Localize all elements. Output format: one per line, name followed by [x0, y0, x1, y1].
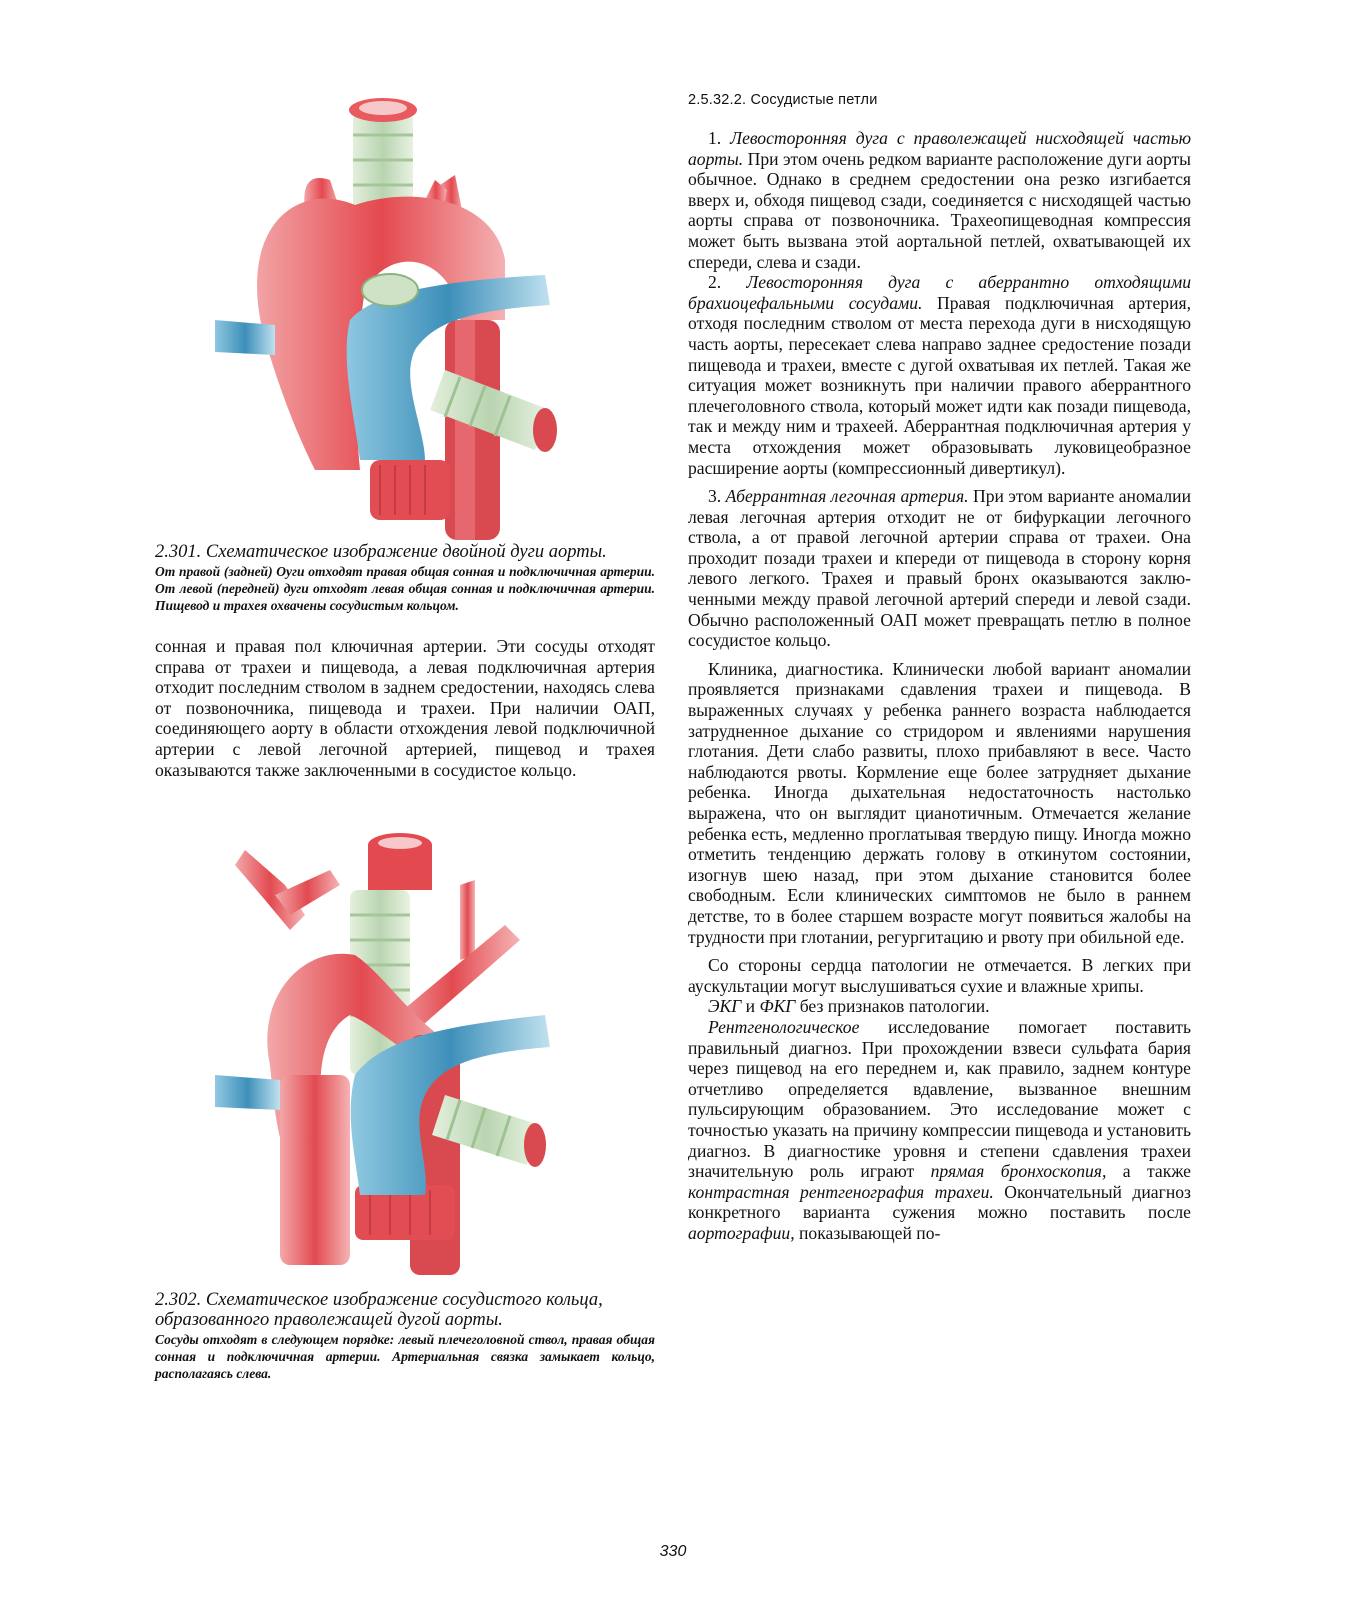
xray-text-1: исследование помогает поставить правильный диагноз. При прохождении взвеси сульфата бария через пищевод на его переднем и, как правило, заднем контуре отчетливо определяется вдавление, вызванное внешним пульсирующим образованием. Это исследование может с точностью указать на причину компрессии пищевода и установить диагноз. В диагностике уровня и степени сдавления трахеи значительную роль играют — [688, 1016, 1191, 1182]
item-1-number: 1. — [708, 128, 722, 148]
right-column — [688, 92, 1191, 1243]
xray-text-4: показывающей по- — [799, 1222, 941, 1243]
left-body-text — [155, 636, 655, 780]
item-3 — [688, 486, 1191, 651]
item-2-text: Правая подключичная артерия, отходя последним стволом от места перехода дуги в нисходящую часть аорты, пересекает слева направо заднее средостение позади пищевода и трахеи, вместе с дугой охватывая их петлей. Такая же ситуация может возникнуть при наличии правого аберрантного плечеголовного ствола, который может идти как позади пищевода, так и между ним и трахеей. Аберрантная подключичная артерия у места отхождения может образовывать луковицеобразное расширение аорты (компрессионный дивертикул). — [688, 292, 1192, 478]
figure-2-302 — [155, 825, 655, 1290]
ecg-rest: без признаков патологии. — [799, 996, 990, 1017]
ecg-conj: и — [745, 996, 756, 1017]
item-3-number: 3. — [708, 486, 722, 507]
left-paragraph: сонная и правая пол ключичная артерии. Эти сосуды отходят справа от трахеи и пищевода, а левая подключичная артерия отходит последним стволом в заднем средостении, находясь слева от позвоночника, пищевода и трахеи. При наличии ОАП, соединяющего аорту в области отхождения левой подключичной артерии с левой легочной артерией, пищевод и трахея оказываются также заключенными в сосудистое кольцо. — [155, 636, 655, 780]
section-heading: 2.5.32.2. Сосудистые петли — [688, 92, 878, 108]
clinic-paragraph: Клиника, диагностика. Клинически любой вариант аномалии проявляется признаками сдавления трахеи и пищевода. В выраженных случаях у ребенка раннего возраста наблюдается затрудненное дыхание со стридором и явлениями нарушения глотания. Дети слабо развиты, плохо прибавляют в весе. Часто наблюдаются рвоты. Кормление еще более затрудняет дыхание ребенка. Иногда дыхательная недостаточность настолько выражена, что он выглядит цианотичным. Отмечается желание ребенка есть, медленно проглатывая твердую пищу. Иногда можно отметить тенденцию держать голову в откинутом состоянии, изогнув шею назад, при этом дыхание становится более свободным. Если клинических симптомов не было в раннем детстве, то в более старшем возрасте могут появиться жалобы на трудности при глотании, регургитацию и рвоту при обильной еде. — [688, 658, 1191, 947]
ecg-term: ЭКГ — [708, 996, 742, 1017]
left-column — [155, 90, 655, 1382]
xray-term-2: прямая бронхоскопия, — [930, 1161, 1107, 1182]
item-1 — [688, 128, 1191, 272]
ecg-paragraph — [688, 996, 1191, 1017]
item-2-title: Левосторонняя дуга с аберрантно отходящими брахиоцефальными сосудами. — [688, 272, 1191, 313]
item-1-title: Левосторонняя дуга с праволежащей нисходящей частью аорты. — [688, 128, 1192, 169]
xray-text-2: а также — [1122, 1161, 1191, 1182]
figure-2-301-caption-title: 2.301. Схематическое изображение двойной дуги аорты. — [155, 542, 607, 562]
double-aortic-arch-illustration — [155, 90, 655, 542]
figure-2-301-caption-body: От правой (задней) Оуги отходят правая общая сонная и подключичная артерии. От левой (передней) дуги отходят левая общая сонная и подключичная артерии. Пищевод и трахея охвачены сосудистым кольцом. — [155, 564, 655, 613]
xray-term: Рентгенологическое — [708, 1016, 860, 1037]
vascular-ring-illustration — [155, 825, 655, 1290]
item-2 — [688, 272, 1191, 478]
item-3-text: При этом варианте аномалии левая легочная артерия отходит не от бифуркации легочного ствола, а от правой легочной артерии справа от трахеи. Она проходит позади трахеи и кпереди от пищевода в сторону корня левого легкого. Трахея и правый бронх оказываются заключенными между правой легочной артерий спереди и левой сзади. Обычно расположенный ОАП может превращать петлю в полное сосудистое кольцо. — [688, 486, 1191, 651]
xray-term-4: аортографии, — [688, 1222, 795, 1243]
figure-2-302-caption-title: 2.302. Схематическое изображение сосудистого кольца, образованного праволежащей дугой аорты. — [155, 1290, 603, 1331]
fkg-term: ФКГ — [759, 996, 796, 1017]
xray-term-3: контрастная рентгенография трахеи. — [688, 1181, 994, 1202]
xray-text-3: Окончательный диагноз конкретного варианта сужения можно поставить после — [688, 1181, 1191, 1223]
page-number: 330 — [659, 1543, 687, 1560]
item-1-text: При этом очень редком варианте расположение дуги аорты обычное. Однако в среднем средостении она резко изгибается вверх и, обходя пищевод сзади, соединяется с нисходящей частью аорты справа от позвоночника. Трахеопищеводная компрессия может быть вызвана этой аортальной петлей, охватывающей их спереди, слева и сзади. — [688, 148, 1191, 272]
figure-2-301 — [155, 90, 655, 542]
xray-paragraph — [688, 1017, 1191, 1244]
item-3-title: Аберрантная легочная артерия. — [725, 486, 969, 507]
heart-paragraph: Со стороны сердца патологии не отмечается. В легких при аускультации могут выслушиваться сухие и влажные хрипы. — [688, 955, 1191, 996]
right-body-text — [688, 128, 1191, 1243]
item-2-number: 2. — [708, 272, 722, 293]
figure-2-302-caption-body: Сосуды отходят в следующем порядке: левый плечеголовной ствол, правая общая сонная и подключичная артерии. Артериальная связка замыкает кольцо, располагаясь слева. — [155, 1332, 655, 1382]
